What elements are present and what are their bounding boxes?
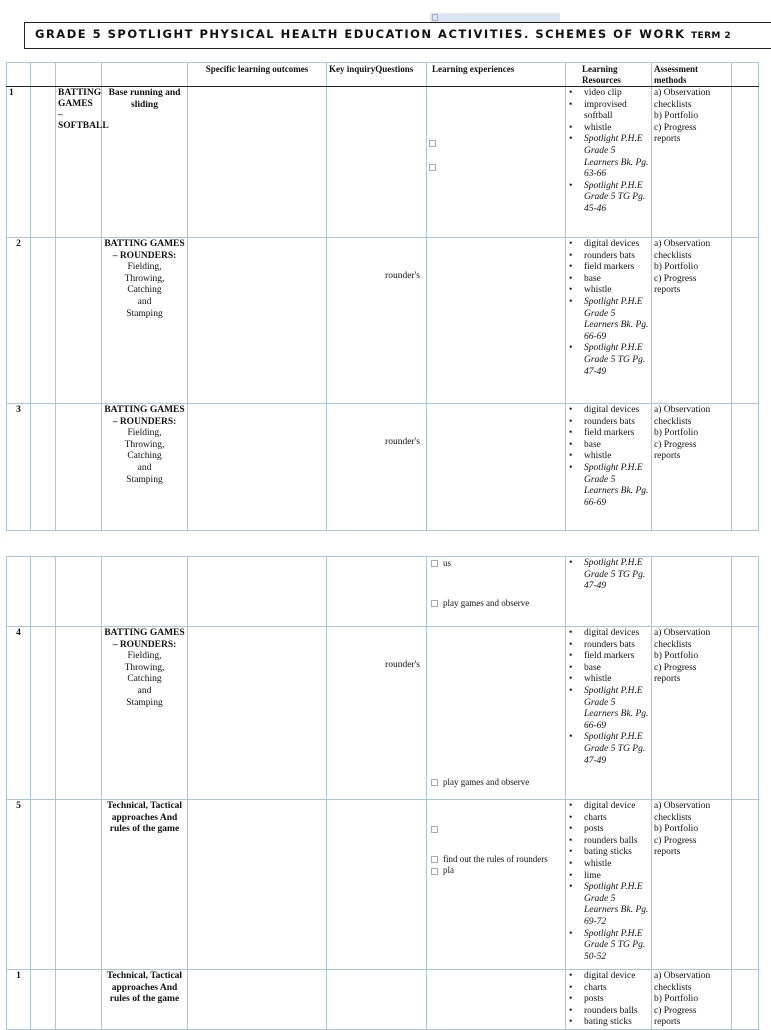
assessment-item: reports	[654, 134, 681, 145]
list-item: • rounders balls	[584, 836, 649, 848]
lesson-cell	[31, 404, 56, 531]
placeholder-box-icon	[431, 826, 438, 833]
table-row	[7, 627, 759, 800]
list-item: • digital devices	[584, 628, 649, 640]
assessment-item: reports	[654, 451, 681, 462]
placeholder-box-icon	[429, 164, 436, 171]
list-item: • Spotlight P.H.E Grade 5 TG Pg. 45-46	[584, 181, 649, 216]
list-item: • posts	[584, 824, 649, 836]
placeholder-box-icon	[429, 140, 436, 147]
header-slo: Specific learning outcomes	[188, 63, 327, 87]
kiq-cell	[327, 557, 427, 627]
sub-strand-line: Throwing,	[124, 273, 165, 284]
list-item: • Spotlight P.H.E Grade 5 Learners Bk. Pg. 66-69	[584, 297, 649, 343]
list-item: • rounders bats	[584, 640, 649, 652]
list-item: • Spotlight P.H.E Grade 5 TG Pg. 47-49	[584, 343, 649, 378]
table-row	[7, 238, 759, 404]
list-item: • field markers	[584, 428, 649, 440]
assessment-item: checklists	[654, 812, 692, 823]
strand-cell	[56, 238, 102, 404]
assessment-item: b) Portfolio	[654, 824, 699, 835]
table-header-row	[7, 63, 759, 87]
lesson-cell	[31, 87, 56, 238]
resources-list	[568, 558, 649, 593]
week-cell: 3	[7, 404, 31, 531]
strand-cell	[56, 404, 102, 531]
list-item: • charts	[584, 983, 649, 995]
le-cell	[427, 404, 566, 531]
assessment-item: reports	[654, 674, 681, 685]
le-text: find out the rules of rounders	[443, 853, 548, 864]
remarks-cell	[732, 404, 759, 531]
resources-cell	[566, 970, 652, 1030]
sub-strand-line: Catching	[127, 451, 162, 462]
title-term: TERM 2	[691, 31, 731, 41]
week-cell: 2	[7, 238, 31, 404]
sub-strand-line: and	[137, 462, 152, 473]
resources-list	[568, 239, 649, 378]
header-am: Assessment methods	[652, 63, 732, 87]
le-cell	[427, 970, 566, 1030]
list-item: • field markers	[584, 651, 649, 663]
header-cell	[102, 63, 188, 87]
assessment-item: a) Observation	[654, 405, 711, 415]
sub-strand-line: Stamping	[126, 474, 163, 485]
list-item: • improvised softball	[584, 100, 649, 123]
assessment-item: b) Portfolio	[654, 651, 699, 662]
list-item: • video clip	[584, 88, 649, 100]
assessment-item: a) Observation	[654, 971, 711, 981]
slo-cell	[188, 87, 327, 238]
header-kiq: Key inquiryQuestions	[327, 63, 427, 87]
le-item	[431, 558, 563, 570]
assessment-item: reports	[654, 285, 681, 296]
assessment-item: checklists	[654, 99, 692, 110]
sub-strand-line: and	[137, 296, 152, 307]
slo-cell	[188, 238, 327, 404]
slo-cell	[188, 970, 327, 1030]
le-item	[431, 865, 563, 877]
lesson-cell	[31, 970, 56, 1030]
assessment-item: reports	[654, 847, 681, 858]
assessment-item: checklists	[654, 982, 692, 993]
scheme-table-2	[6, 556, 759, 1030]
title-box	[24, 22, 771, 49]
placeholder-box-icon	[432, 14, 438, 21]
assessment-cell	[652, 557, 732, 627]
list-item: • posts	[584, 994, 649, 1006]
sub-strand-title: BATTING GAMES – ROUNDERS:	[104, 628, 185, 650]
list-item: • base	[584, 663, 649, 675]
le-cell	[427, 800, 566, 970]
resources-cell	[566, 87, 652, 238]
slo-cell	[188, 557, 327, 627]
sub-strand-line: Catching	[127, 674, 162, 685]
resources-cell	[566, 557, 652, 627]
list-item: • whistle	[584, 674, 649, 686]
assessment-item: checklists	[654, 639, 692, 650]
le-cell	[427, 238, 566, 404]
assessment-item: b) Portfolio	[654, 994, 699, 1005]
remarks-cell	[732, 87, 759, 238]
list-item: • Spotlight P.H.E Grade 5 TG Pg. 50-52	[584, 929, 649, 964]
sub-strand-line: Stamping	[126, 697, 163, 708]
header-lr: Learning Resources	[566, 63, 652, 87]
assessment-item: reports	[654, 1017, 681, 1028]
strand-cell	[56, 970, 102, 1030]
le-text: pla	[443, 865, 454, 876]
resources-list	[568, 88, 649, 216]
sub-strand-cell: Technical, Tactical approaches And rules of the game	[102, 970, 188, 1030]
kiq-cell: rounder's	[327, 238, 427, 404]
slo-cell	[188, 800, 327, 970]
strand-cell	[56, 557, 102, 627]
sub-strand-line: Fielding,	[127, 428, 162, 439]
le-item	[431, 598, 563, 610]
resources-list	[568, 801, 649, 963]
title-main: GRADE 5 SPOTLIGHT PHYSICAL HEALTH EDUCATION ACTIVITIES. SCHEMES OF WORK	[35, 27, 686, 41]
assessment-item: a) Observation	[654, 88, 711, 98]
week-cell: 4	[7, 627, 31, 800]
placeholder-box-icon	[431, 600, 438, 607]
sub-strand-line: Catching	[127, 285, 162, 296]
page-title	[35, 29, 731, 43]
remarks-cell	[732, 627, 759, 800]
resources-cell	[566, 404, 652, 531]
sub-strand-cell	[102, 557, 188, 627]
le-cell	[427, 87, 566, 238]
list-item: • bating sticks	[584, 1017, 649, 1029]
le-text: play games and observe	[443, 777, 530, 787]
placeholder-box-icon	[431, 560, 438, 567]
week-cell	[7, 87, 31, 238]
assessment-item: a) Observation	[654, 628, 711, 638]
list-item: • whistle	[584, 451, 649, 463]
strand-cell	[56, 800, 102, 970]
assessment-item: b) Portfolio	[654, 428, 699, 439]
le-cell	[427, 627, 566, 800]
assessment-cell	[652, 970, 732, 1030]
list-item: • Spotlight P.H.E Grade 5 Learners Bk. Pg. 69-72	[584, 882, 649, 928]
table-row	[7, 404, 759, 531]
resources-list	[568, 405, 649, 509]
placeholder-box-icon	[431, 856, 438, 863]
assessment-item: c) Progress	[654, 439, 697, 450]
slo-cell	[188, 404, 327, 531]
list-item: • digital device	[584, 801, 649, 813]
sub-strand-line: Stamping	[126, 308, 163, 319]
header-le: Learning experiences	[427, 63, 566, 87]
list-item: • whistle	[584, 285, 649, 297]
list-item: • digital devices	[584, 239, 649, 251]
header-cell	[7, 63, 31, 87]
list-item: • rounders bats	[584, 251, 649, 263]
sub-strand-title: BATTING GAMES – ROUNDERS:	[104, 405, 185, 427]
list-item: • Spotlight P.H.E Grade 5 Learners Bk. Pg. 66-69	[584, 686, 649, 732]
strand-cell	[56, 627, 102, 800]
table-row	[7, 557, 759, 627]
list-item: • base	[584, 440, 649, 452]
list-item: • rounders balls	[584, 1006, 649, 1018]
assessment-item: a) Observation	[654, 801, 711, 811]
assessment-item: checklists	[654, 250, 692, 261]
assessment-cell	[652, 87, 732, 238]
list-item: • field markers	[584, 262, 649, 274]
le-cell	[427, 557, 566, 627]
week-cell	[7, 557, 31, 627]
kiq-cell	[327, 87, 427, 238]
kiq-cell: rounder's	[327, 627, 427, 800]
remarks-cell	[732, 557, 759, 627]
kiq-cell: rounder's	[327, 404, 427, 531]
header-cell	[56, 63, 102, 87]
assessment-item: b) Portfolio	[654, 262, 699, 273]
sub-strand-title: BATTING GAMES – ROUNDERS:	[104, 239, 185, 261]
list-item: • Spotlight P.H.E Grade 5 Learners Bk. Pg. 63-66	[584, 134, 649, 180]
slo-cell	[188, 627, 327, 800]
sub-strand-line: Fielding,	[127, 651, 162, 662]
sub-strand-cell: Technical, Tactical approaches And rules of the game	[102, 800, 188, 970]
resources-cell	[566, 238, 652, 404]
sub-strand-cell	[102, 238, 188, 404]
assessment-cell	[652, 238, 732, 404]
week-number: 1	[9, 88, 14, 98]
sub-strand-line: and	[137, 685, 152, 696]
placeholder-box-icon	[431, 868, 438, 875]
le-item	[431, 777, 563, 789]
list-item: • charts	[584, 813, 649, 825]
list-item: • Spotlight P.H.E Grade 5 TG Pg. 47-49	[584, 732, 649, 767]
sub-strand-line: Throwing,	[124, 439, 165, 450]
le-item	[431, 824, 563, 836]
assessment-cell	[652, 404, 732, 531]
list-item: • rounders bats	[584, 417, 649, 429]
placeholder-box-icon	[431, 779, 438, 786]
assessment-item: c) Progress	[654, 122, 697, 133]
assessment-item: c) Progress	[654, 273, 697, 284]
resources-cell	[566, 627, 652, 800]
list-item: • Spotlight P.H.E Grade 5 TG Pg. 47-49	[584, 558, 649, 593]
sub-strand-cell	[102, 627, 188, 800]
sub-strand-line: Throwing,	[124, 662, 165, 673]
table-row	[7, 800, 759, 970]
resources-cell	[566, 800, 652, 970]
lesson-cell	[31, 800, 56, 970]
list-item: • digital device	[584, 971, 649, 983]
assessment-item: c) Progress	[654, 835, 697, 846]
assessment-item: a) Observation	[654, 239, 711, 249]
assessment-item: b) Portfolio	[654, 111, 699, 122]
table-row	[7, 87, 759, 238]
assessment-item: c) Progress	[654, 1005, 697, 1016]
assessment-item: checklists	[654, 416, 692, 427]
remarks-cell	[732, 238, 759, 404]
remarks-cell	[732, 800, 759, 970]
table-row	[7, 970, 759, 1030]
le-text: play games and observe	[443, 597, 530, 608]
header-cell	[31, 63, 56, 87]
le-text: us	[443, 558, 452, 568]
assessment-cell	[652, 627, 732, 800]
list-item: • bating sticks	[584, 847, 649, 859]
lesson-cell	[31, 238, 56, 404]
header-cell	[732, 63, 759, 87]
list-item: • whistle	[584, 123, 649, 135]
week-cell: 1	[7, 970, 31, 1030]
kiq-cell	[327, 800, 427, 970]
remarks-cell	[732, 970, 759, 1030]
sub-strand-line: Fielding,	[127, 262, 162, 273]
list-item: • lime	[584, 871, 649, 883]
assessment-cell	[652, 800, 732, 970]
assessment-item: c) Progress	[654, 662, 697, 673]
strand-cell: BATTING GAMES – SOFTBALL	[56, 87, 102, 238]
kiq-cell	[327, 970, 427, 1030]
sub-strand-cell	[102, 404, 188, 531]
list-item: • digital devices	[584, 405, 649, 417]
list-item: • base	[584, 274, 649, 286]
list-item: • Spotlight P.H.E Grade 5 Learners Bk. Pg. 66-69	[584, 463, 649, 509]
resources-list	[568, 628, 649, 767]
lesson-cell	[31, 557, 56, 627]
header-tab-strip	[430, 13, 560, 22]
list-item: • whistle	[584, 859, 649, 871]
week-cell: 5	[7, 800, 31, 970]
sub-strand-cell: Base running and sliding	[102, 87, 188, 238]
resources-list	[568, 971, 649, 1029]
lesson-cell	[31, 627, 56, 800]
le-item	[431, 854, 563, 866]
scheme-table-1	[6, 62, 759, 531]
